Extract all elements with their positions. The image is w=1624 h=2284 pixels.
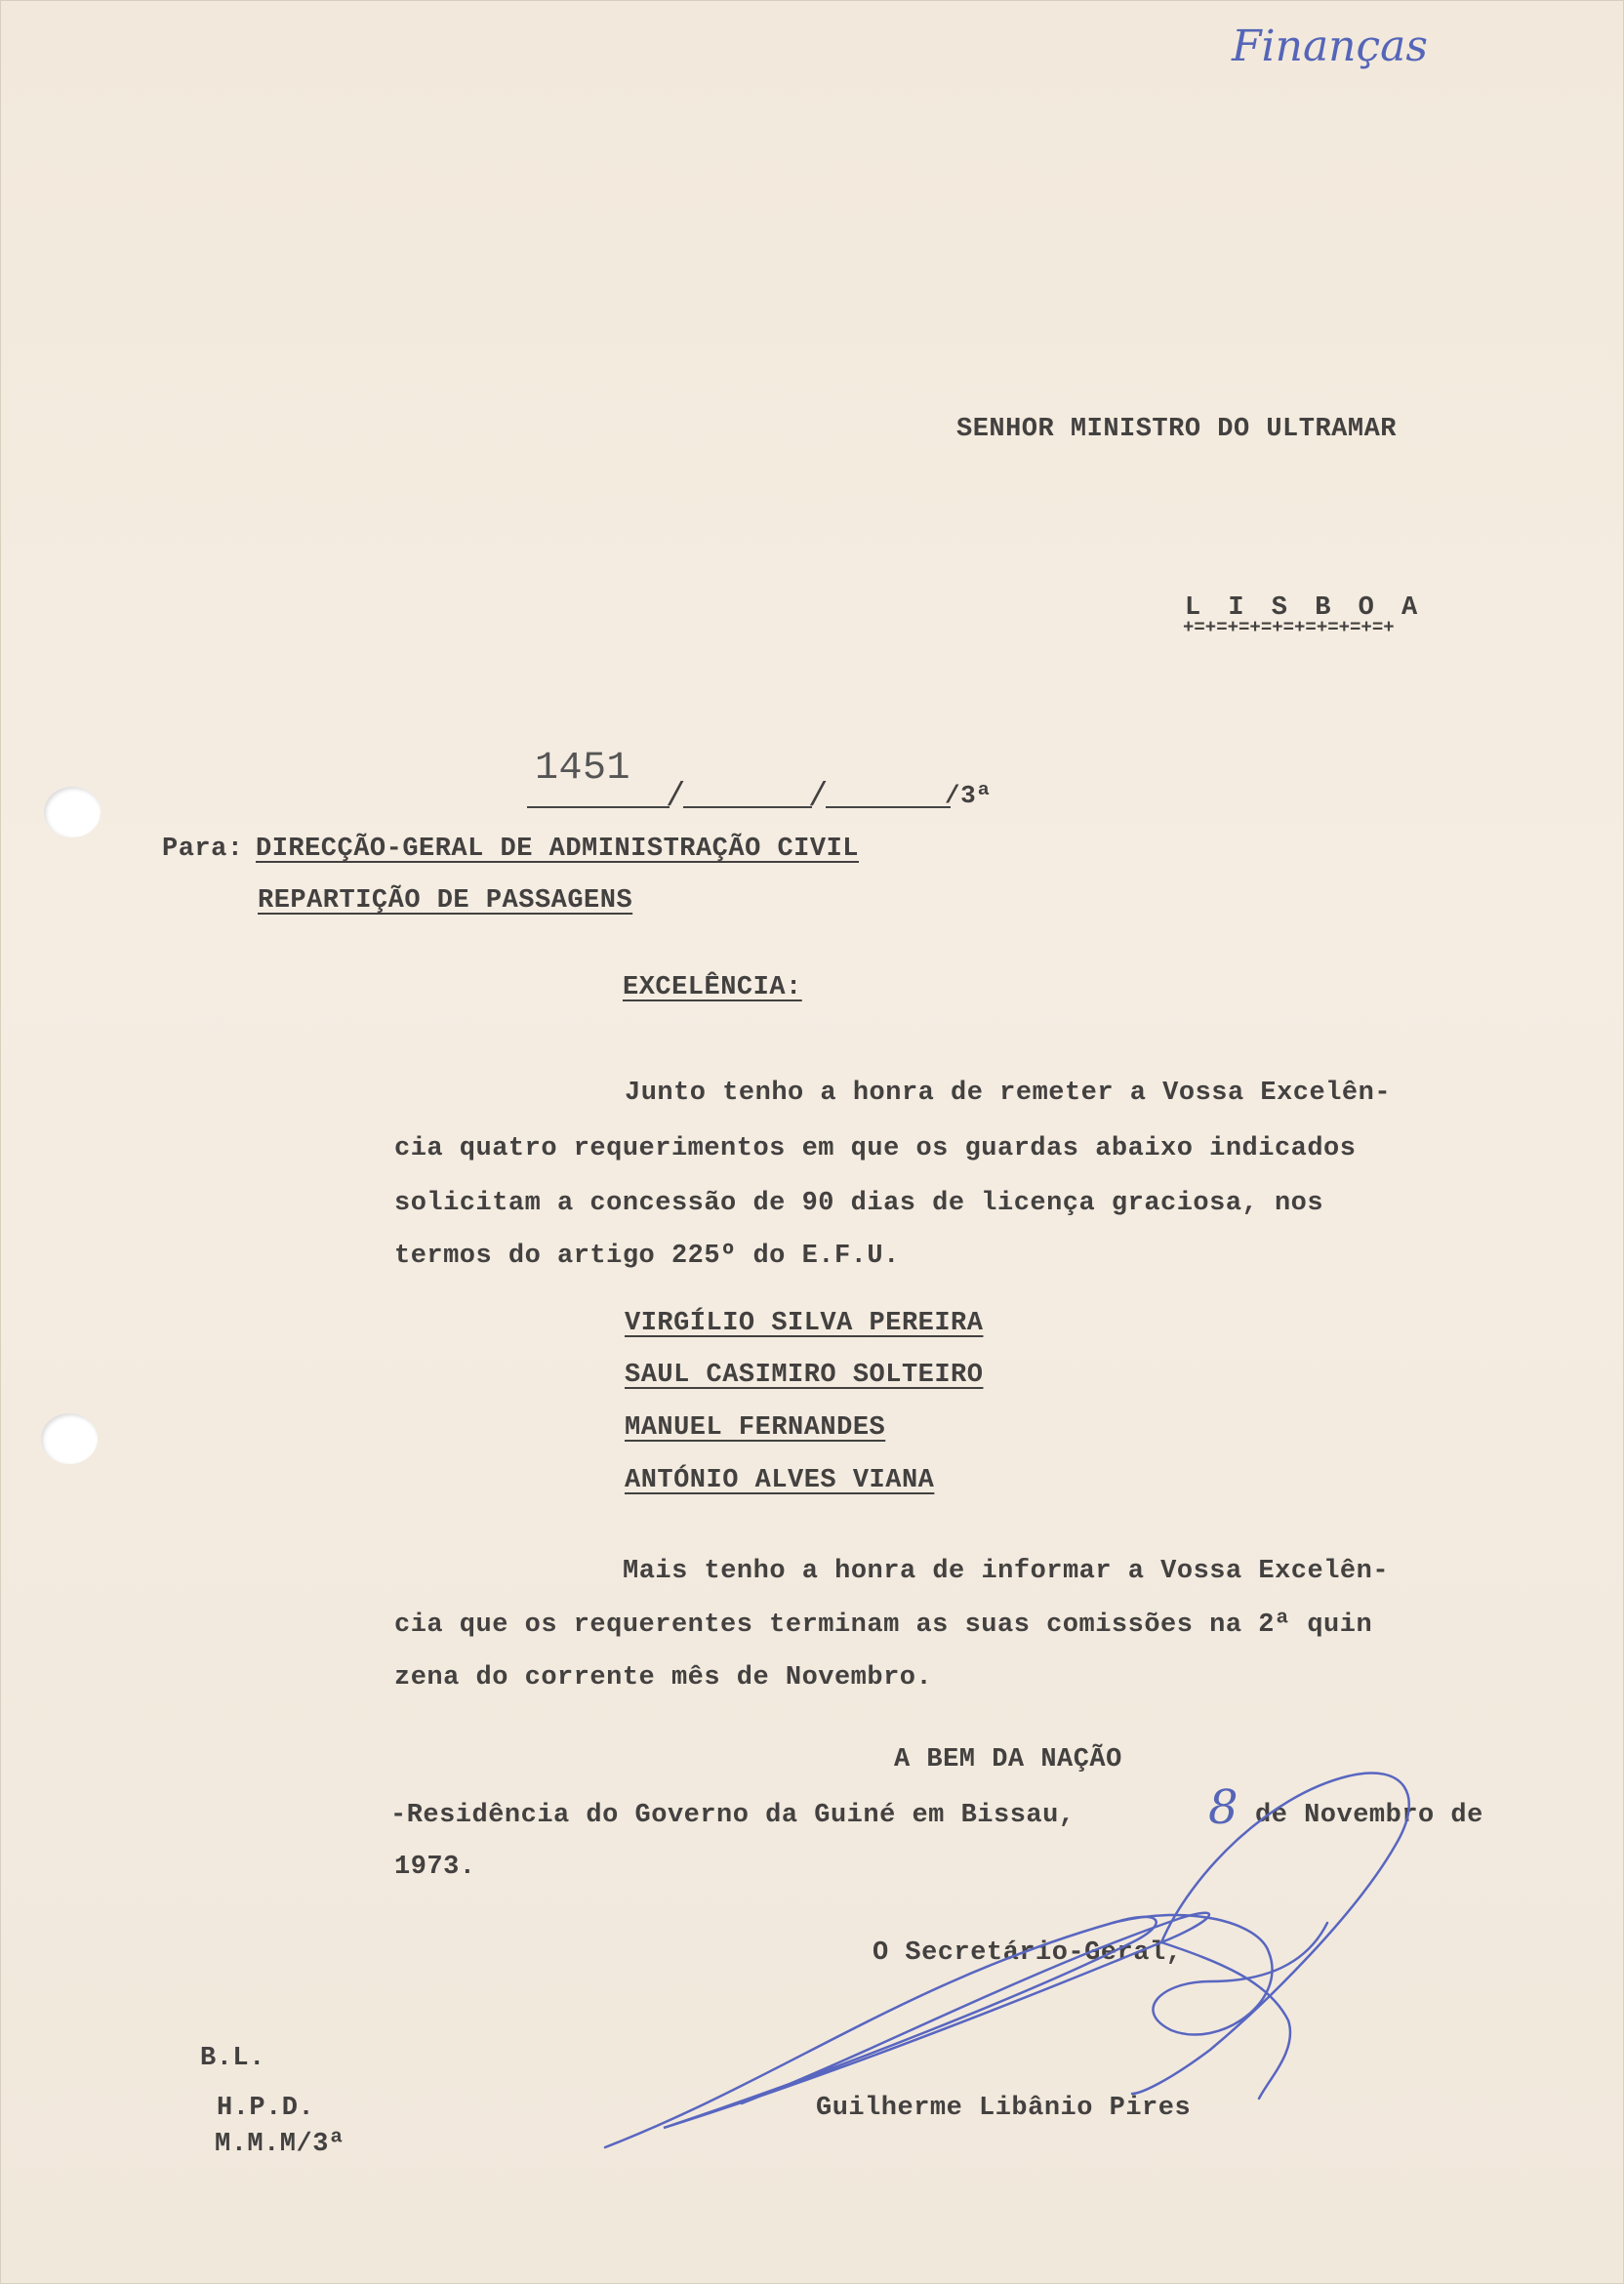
punch-hole-top <box>44 787 101 837</box>
paragraph-2-line-3: zena do corrente mês de Novembro. <box>394 1663 933 1693</box>
signer-title: O Secretário-Geral, <box>873 1938 1183 1968</box>
reference-blank-2 <box>683 806 812 808</box>
name-item: MANUEL FERNANDES <box>625 1413 886 1443</box>
paragraph-1-line-3: solicitam a concessão de 90 dias de licença graciosa, nos <box>394 1189 1324 1218</box>
paragraph-2-line-2: cia que os requerentes terminam as suas comissões na 2ª quin <box>394 1611 1373 1640</box>
paragraph-1-line-4: termos do artigo 225º do E.F.U. <box>394 1242 900 1271</box>
salutation: EXCELÊNCIA: <box>623 973 802 1002</box>
punch-hole-bottom <box>41 1413 98 1464</box>
reference-suffix: /3ª <box>945 781 993 810</box>
handwritten-day: 8 <box>1208 1780 1238 1835</box>
city-underline: +=+=+=+=+=+=+=+=+=+ <box>1183 617 1395 638</box>
location-line-end: de Novembro de <box>1255 1801 1483 1830</box>
paragraph-1-line-2: cia quatro requerimentos em que os guardas abaixo indicados <box>394 1134 1357 1163</box>
name-item: ANTÓNIO ALVES VIANA <box>625 1466 935 1495</box>
addressee: SENHOR MINISTRO DO ULTRAMAR <box>956 415 1397 444</box>
handwritten-annotation: Finanças <box>1232 21 1428 71</box>
year: 1973. <box>394 1853 476 1882</box>
paragraph-2-line-1: Mais tenho a honra de informar a Vossa Excelên- <box>623 1557 1390 1586</box>
initials-line-3: M.M.M/3ª <box>215 2130 345 2159</box>
closing: A BEM DA NAÇÃO <box>894 1745 1122 1774</box>
name-item: VIRGÍLIO SILVA PEREIRA <box>625 1309 984 1338</box>
para-label: Para: <box>162 835 244 864</box>
initials-line-1: B.L. <box>200 2044 265 2073</box>
paragraph-1-line-1: Junto tenho a honra de remeter a Vossa Excelên- <box>625 1079 1392 1108</box>
reference-blank-3 <box>826 806 951 808</box>
reference-number: 1451 <box>535 747 631 791</box>
initials-line-2: H.P.D. <box>217 2094 315 2123</box>
recipient-line-2: REPARTIÇÃO DE PASSAGENS <box>258 886 633 916</box>
reference-blank-1 <box>527 806 670 808</box>
name-item: SAUL CASIMIRO SOLTEIRO <box>625 1361 984 1390</box>
signature-scribble <box>586 1757 1464 2167</box>
location-line-start: -Residência do Governo da Guiné em Bissau, <box>390 1801 1076 1830</box>
signer-name: Guilherme Libânio Pires <box>816 2094 1192 2123</box>
city: L I S B O A <box>1185 593 1424 623</box>
reference-slash-2: / <box>808 779 829 816</box>
reference-slash-1: / <box>666 779 686 816</box>
recipient-line-1: DIRECÇÃO-GERAL DE ADMINISTRAÇÃO CIVIL <box>256 835 859 864</box>
